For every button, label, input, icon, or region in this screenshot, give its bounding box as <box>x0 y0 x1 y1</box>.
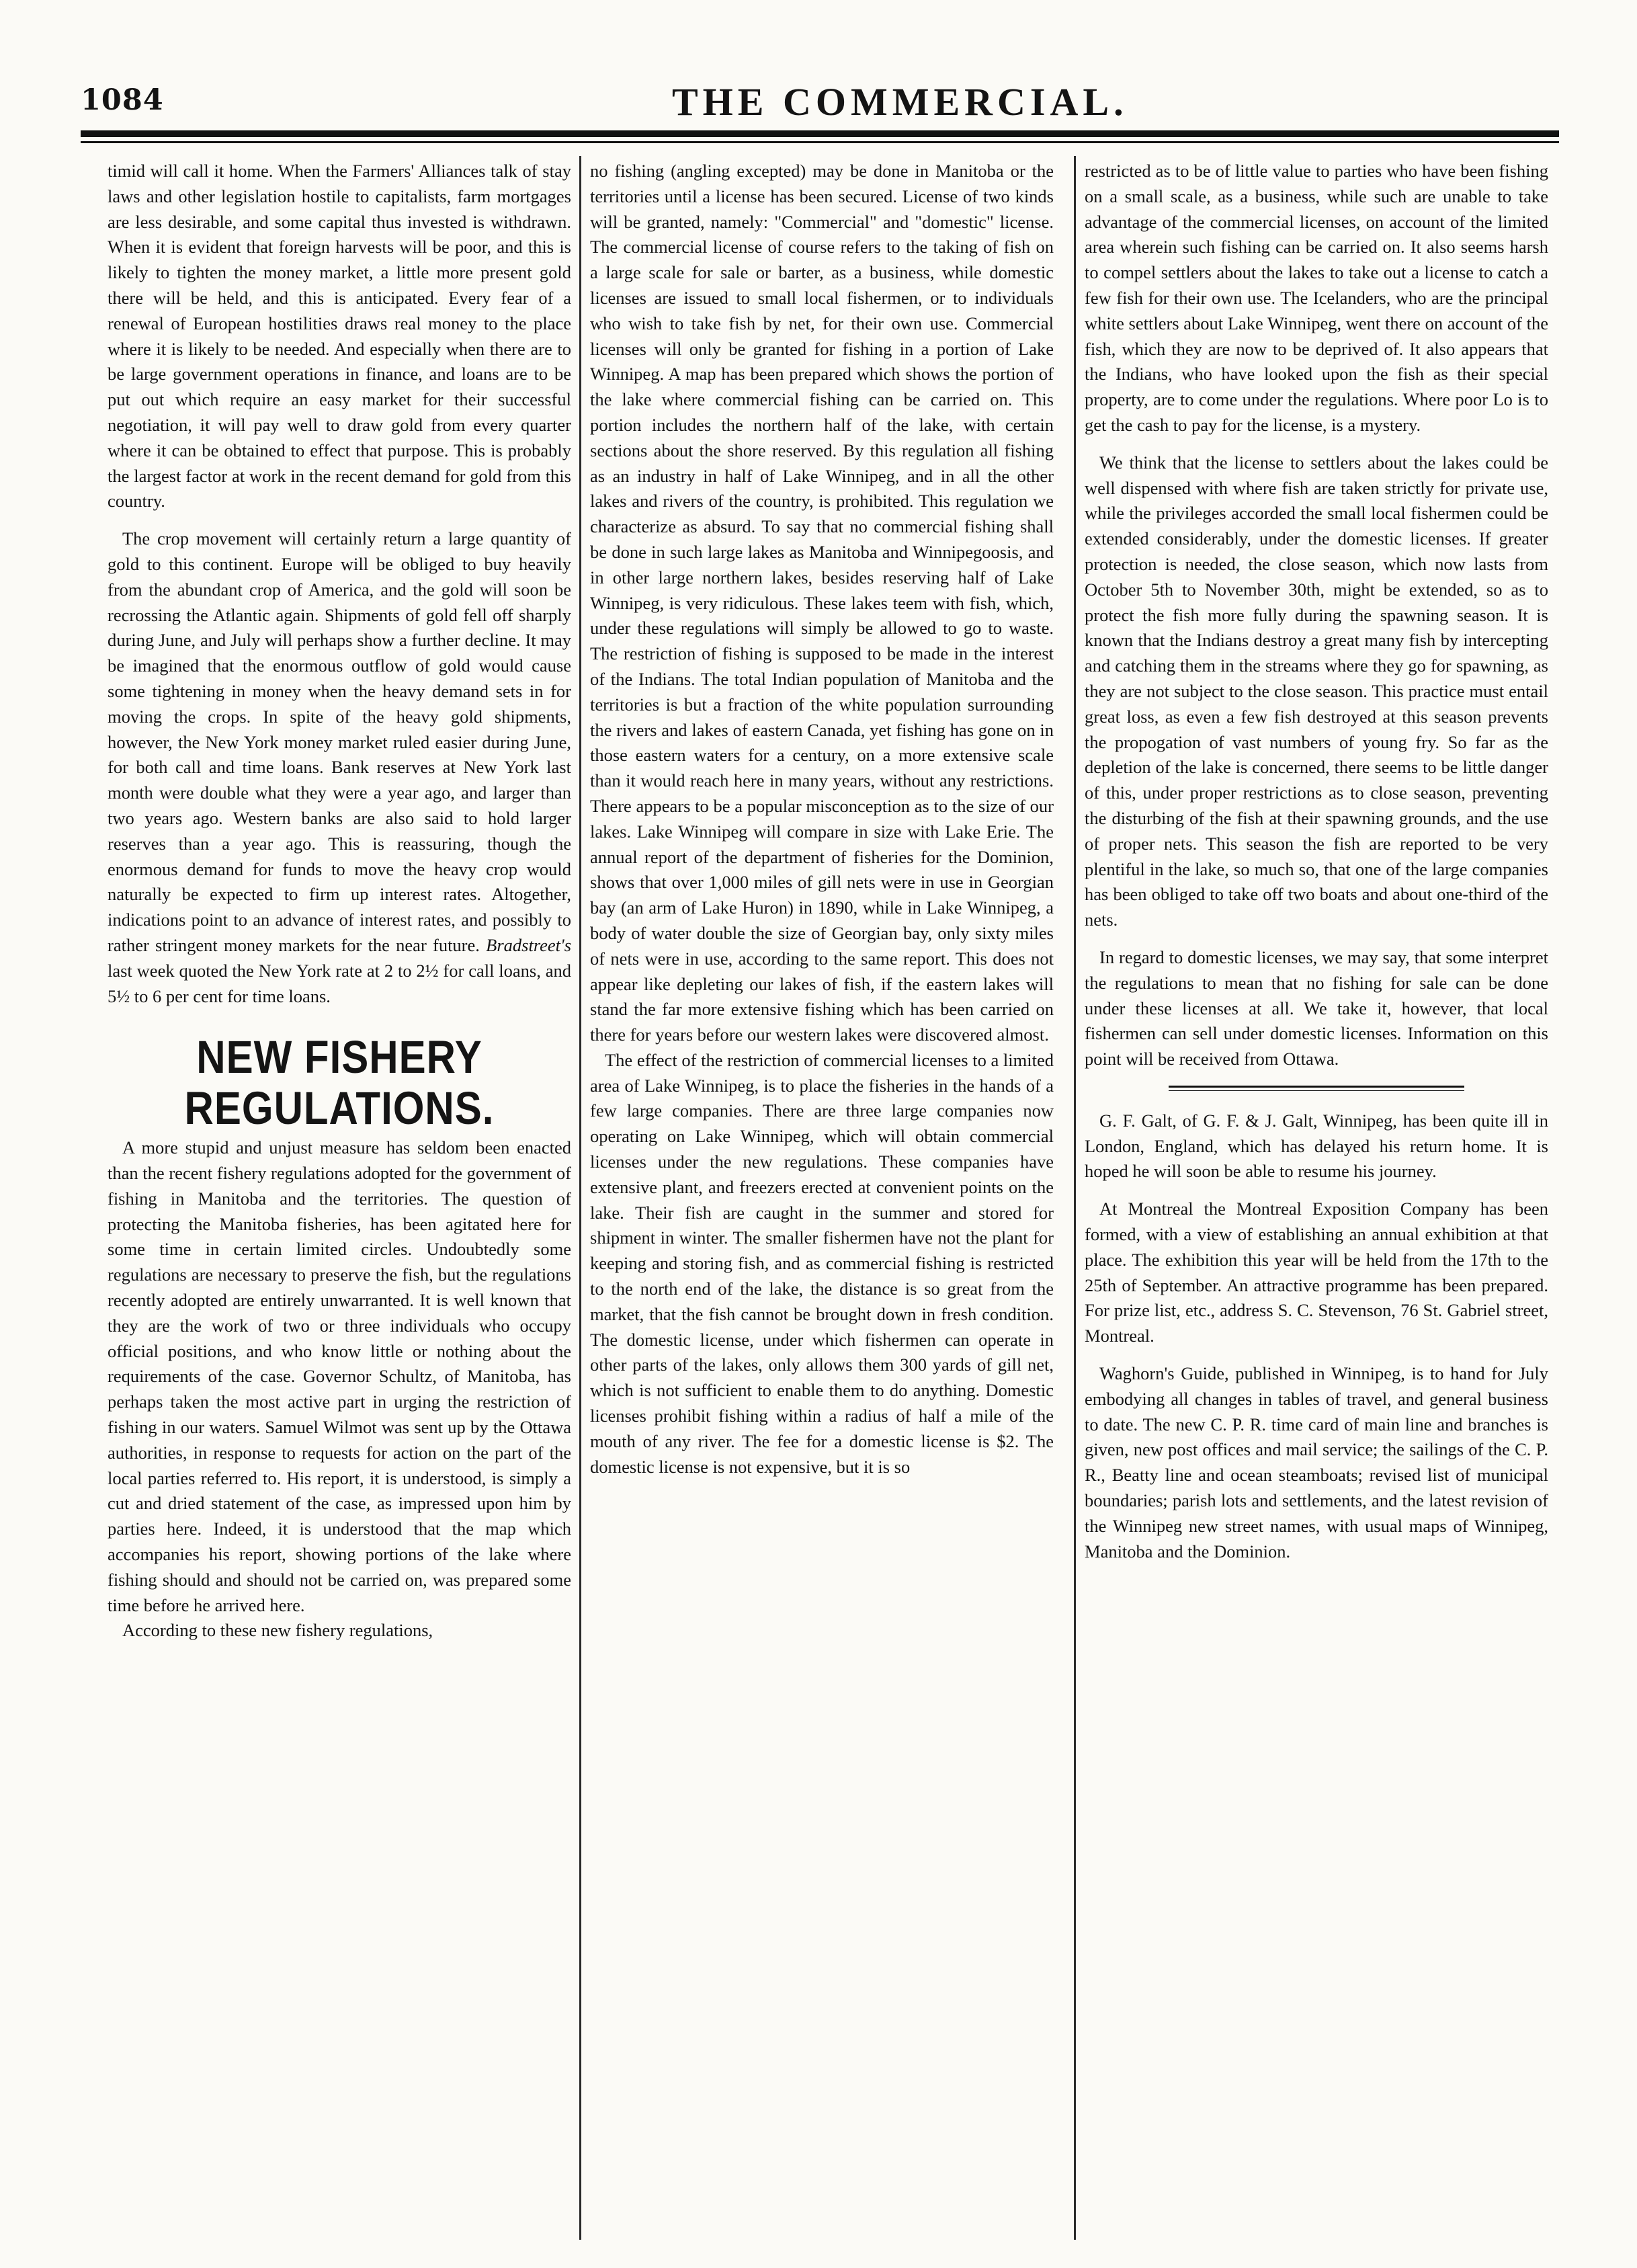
column-divider <box>1074 156 1076 2240</box>
news-item: At Montreal the Montreal Exposition Company has been formed, with a view of establishing an annual exhibition at that place. The exhibition this year will be held from the 17th to the 25th of September. An attractive programme has been prepared. For prize list, etc., address S. C. Stevenson, 76 St. Gabriel street, Montreal. <box>1085 1199 1548 1346</box>
news-item: Waghorn's Guide, published in Winnipeg, is to hand for July embodying all changes in tables of travel, and general business to date. The new C. P. R. time card of main line and branches is given, new post offices and mail service; the sailings of the C. P. R., Beatty line and ocean steamboats; revised list of municipal boundaries; parish lots and settlements, and the latest revision of the Winnipeg new street names, with usual maps of Winnipeg, Manitoba and the Dominion. <box>1085 1363 1548 1562</box>
article-paragraph <box>108 526 571 1009</box>
column-2 <box>590 159 1054 2236</box>
paragraph-text: The crop movement will certainly return a large quantity of gold to this continent. Europe will be obliged to buy heavily from the abundant crop of America, and the gold will soon be recrossing the Atlantic again. Shipments of gold fell off sharply during June, and July will perhaps show a further decline. It may be imagined that the enormous outflow of gold would cause some tightening in money when the heavy demand sets in for moving the crops. In spite of the heavy gold shipments, however, the New York money market ruled easier during June, for both call and time loans. Bank reserves at New York last month were double what they were a year ago, and larger than two years ago. Western banks are also said to hold larger reserves than a year ago. This is reassuring, though the enormous demand for funds to move the heavy crop would naturally be expected to firm up interest rates. Altogether, indications point to an advance of interest rates, and possibly to rather stringent money markets for the near future. <box>108 528 571 955</box>
italic-source-name: Bradstreet's <box>486 934 571 955</box>
article-headline: NEW FISHERY REGULATIONS. <box>184 1031 495 1135</box>
masthead-rule-thick <box>81 130 1559 137</box>
column-3 <box>1085 159 1548 2236</box>
article-paragraph: A more stupid and unjust measure has seldom been enacted than the recent fishery regulations adopted for the government of fishing in Manitoba and the territories. The question of protecting the Manitoba fisheries, has been agitated here for some time in certain limited circles. Undoubtedly some regulations are necessary to preserve the fish, but the regulations recently adopted are entirely unwarranted. It is well known that they are the work of two or three individuals who occupy official positions, and who know little or nothing about the requirements of the case. Governor Schultz, of Manitoba, has perhaps taken the most active part in urging the restriction of fishing in our waters. Samuel Wilmot was sent up by the Ottawa authorities, in response to requests for action on the part of the local parties referred to. His report, it is understood, is simply a cut and dried statement of the case, as impressed upon him by parties here. Indeed, it is understood that the map which accompanies his report, showing portions of the lake where fishing should and should not be carried on, was prepared some time before he arrived here. <box>108 1137 571 1615</box>
masthead-rule-thin <box>81 141 1559 143</box>
article-paragraph: According to these new fishery regulations, <box>122 1620 433 1641</box>
article-paragraph: We think that the license to settlers about the lakes could be well dispensed with where fish are taken strictly for private use, while the privileges accorded the small local fishermen could be extended considerably, under the domestic licenses. If greater protection is needed, the close season, which now lasts from October 5th to November 30th, might be extended, so as to protect the fish more fully during the spawning season. It is known that the Indians destroy a great many fish by intercepting and catching them in the streams where they go for spawning, as they are not subject to the close season. This practice must entail great loss, as even a few fish destroyed at this season prevents the propogation of vast numbers of young fry. So far as the depletion of the lake is concerned, there seems to be little danger of this, under proper restrictions as to close season, preventing the disturbing of the fish at their spawning grounds, and the use of proper nets. This season the fish are reported to be very plentiful in the lake, so much so, that one of the large companies has been obliged to take off two boats and about one-third of the nets. <box>1085 452 1548 930</box>
article-paragraph: no fishing (angling excepted) may be done in Manitoba or the territories until a license has been secured. License of two kinds will be granted, namely: "Commercial" and "domestic" license. The commercial license of course refers to the taking of fish on a large scale for sale or barter, as a business, while domestic licenses are issued to small local fishermen, or to individuals who wish to take fish by net, for their own use. Commercial licenses will only be granted for fishing in a portion of Lake Winnipeg. A map has been prepared which shows the portion of the lake where commercial fishing can be carried on. This portion includes the northern half of the lake, with certain sections about the shore reserved. By this regulation all fishing as an industry in half of Lake Winnipeg, and in all the other lakes and rivers of the country, is prohibited. This regulation we characterize as absurd. To say that no commercial fishing shall be done in such large lakes as Manitoba and Winnipegoosis, and in other large northern lakes, besides reserving half of Lake Winnipeg, is very ridiculous. These lakes teem with fish, which, under these regulations will simply be allowed to go to waste. The restriction of fishing is supposed to be made in the interest of the Indians. The total Indian population of Manitoba and the territories is but a fraction of the white population surrounding the rivers and lakes of eastern Canada, yet fishing has gone on in those eastern waters for a century, on a more extensive scale than it would reach here in many years, without any restrictions. There appears to be a popular misconception as to the size of our lakes. Lake Winnipeg will compare in size with Lake Erie. The annual report of the department of fisheries for the Dominion, shows that over 1,000 miles of gill nets were in use in Georgian bay (an arm of Lake Huron) in 1890, while in Lake Winnipeg, a body of water double the size of Georgian bay, only sixty miles of nets were in use, according to the same report. This does not appear like depleting our lakes of fish, if the eastern lakes will stand the far more extensive fishing which has been carried on there for years before our western lakes were discovered almost. <box>590 161 1054 1045</box>
news-item: G. F. Galt, of G. F. & J. Galt, Winnipeg, has been quite ill in London, England, which has delayed his return home. It is hoped he will soon be able to resume his journey. <box>1085 1110 1548 1182</box>
publication-title: THE COMMERCIAL. <box>672 80 1128 124</box>
paragraph-text-end: last week quoted the New York rate at 2 to 2½ for call loans, and 5½ to 6 per cent for time loans. <box>108 960 571 1006</box>
article-paragraph: timid will call it home. When the Farmers' Alliances talk of stay laws and other legislation hostile to capitalists, farm mortgages are less desirable, and some capital thus invested is withdrawn. When it is evident that foreign harvests will be poor, and this is likely to tighten the money market, a little more present gold there will be held, and this is anticipated. Every fear of a renewal of European hostilities draws real money to the place where it is likely to be needed. And especially when there are to be large government operations in finance, and loans are to be put out which require an easy market for their successful negotiation, it will pay well to draw gold from every quarter where it can be obtained to effect that purpose. This is probably the largest factor at work in the recent demand for gold from this country. <box>108 161 571 512</box>
section-divider <box>1169 1086 1464 1091</box>
article-paragraph: In regard to domestic licenses, we may say, that some interpret the regulations to mean that no fishing for sale can be done under these licenses at all. We take it, however, that local fishermen can sell under domestic licenses. Information on this point will be received from Ottawa. <box>1085 946 1548 1069</box>
page-number: 1084 <box>81 83 164 117</box>
article-paragraph: The effect of the restriction of commercial licenses to a limited area of Lake Winnipeg, is to place the fisheries in the hands of a few large companies. There are three large companies now operating on Lake Winnipeg, which will obtain commercial licenses under the new regulations. These companies have extensive plant, and freezers erected at convenient points on the lake. Their fish are caught in the summer and stored for shipment in winter. The smaller fishermen have not the plant for keeping and storing fish, and as commercial fishing is restricted to the north end of the lake, the distance is so great from the market, that the fish cannot be brought down in fresh condition. The domestic license, under which fishermen can operate in other parts of the lakes, only allows them 300 yards of gill net, which is not sufficient to enable them to do anything. Domestic licenses prohibit fishing within a radius of half a mile of the mouth of any river. The fee for a domestic license is $2. The domestic license is not expensive, but it is so <box>590 1049 1054 1477</box>
column-divider <box>579 156 581 2240</box>
masthead <box>81 79 1559 126</box>
column-1 <box>108 159 571 2236</box>
article-paragraph: restricted as to be of little value to parties who have been fishing on a small scale, as a business, while such are unable to take advantage of the commercial licenses, on account of the limited area wherein such fishing can be carried on. It also seems harsh to compel settlers about the lakes to take out a license to catch a few fish for their own use. The Icelanders, who are the principal white settlers about Lake Winnipeg, went there on account of the fish, which they are now to be deprived of. It also appears that the Indians, who have looked upon the fish as their special property, are to come under the regulations. Where poor Lo is to get the cash to pay for the license, is a mystery. <box>1085 161 1548 435</box>
